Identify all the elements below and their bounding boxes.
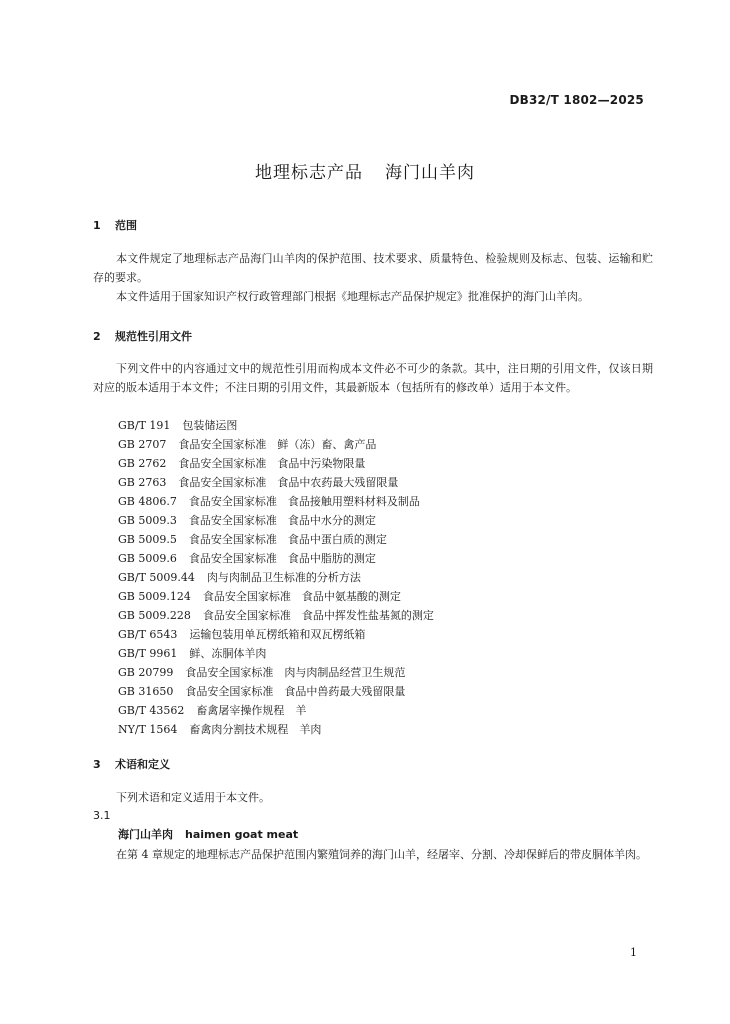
reference-item: GB 31650 食品安全国家标准 食品中兽药最大残留限量	[118, 685, 406, 698]
reference-item: GB/T 5009.44 肉与肉制品卫生标准的分析方法	[118, 571, 361, 584]
section-2-heading	[93, 328, 192, 344]
standard-number: DB32/T 1802—2025	[509, 93, 644, 107]
reference-item: GB 5009.3 食品安全国家标准 食品中水分的测定	[118, 514, 376, 527]
reference-item: GB 4806.7 食品安全国家标准 食品接触用塑料材料及制品	[118, 495, 420, 508]
reference-item: GB 2763 食品安全国家标准 食品中农药最大残留限量	[118, 476, 399, 489]
reference-item: GB 5009.5 食品安全国家标准 食品中蛋白质的测定	[118, 533, 387, 546]
scope-paragraph-1: 本文件规定了地理标志产品海门山羊肉的保护范围、技术要求、质量特色、检验规则及标志、包装、运输和贮存的要求。	[93, 252, 653, 284]
term-chinese: 海门山羊肉	[118, 828, 173, 841]
section-number: 3	[93, 758, 101, 771]
reference-item: GB 20799 食品安全国家标准 肉与肉制品经营卫生规范	[118, 666, 406, 679]
section-title: 范围	[115, 219, 137, 232]
term-entry	[118, 826, 298, 842]
section-3-heading	[93, 756, 170, 772]
reference-item: GB 5009.228 食品安全国家标准 食品中挥发性盐基氮的测定	[118, 609, 434, 622]
title-part-1: 地理标志产品	[255, 163, 363, 183]
term-english: haimen goat meat	[185, 828, 299, 841]
term-definition: 在第 4 章规定的地理标志产品保护范围内繁殖饲养的海门山羊，经屠宰、分割、冷却保鲜后的带皮胴体羊肉。	[116, 848, 647, 861]
section-number: 1	[93, 219, 101, 232]
scope-paragraph-2: 本文件适用于国家知识产权行政管理部门根据《地理标志产品保护规定》批准保护的海门山羊肉。	[116, 290, 589, 303]
document-title	[0, 158, 730, 183]
reference-list	[118, 416, 434, 739]
reference-item: GB/T 6543 运输包装用单瓦楞纸箱和双瓦楞纸箱	[118, 628, 366, 641]
reference-item: GB 2707 食品安全国家标准 鲜（冻）畜、禽产品	[118, 438, 377, 451]
page-number: 1	[630, 946, 637, 959]
reference-item: GB/T 43562 畜禽屠宰操作规程 羊	[118, 704, 307, 717]
reference-item: NY/T 1564 畜禽肉分割技术规程 羊肉	[118, 723, 322, 736]
section-1-heading	[93, 217, 137, 233]
reference-item: GB 5009.6 食品安全国家标准 食品中脂肪的测定	[118, 552, 376, 565]
title-part-2: 海门山羊肉	[385, 163, 475, 183]
reference-item: GB 2762 食品安全国家标准 食品中污染物限量	[118, 457, 366, 470]
reference-item: GB/T 9961 鲜、冻胴体羊肉	[118, 647, 267, 660]
section-number: 2	[93, 330, 101, 343]
reference-item: GB/T 191 包装储运图	[118, 419, 238, 432]
clause-number: 3.1	[93, 809, 111, 822]
reference-item: GB 5009.124 食品安全国家标准 食品中氨基酸的测定	[118, 590, 401, 603]
normative-references-intro: 下列文件中的内容通过文中的规范性引用而构成本文件必不可少的条款。其中，注日期的引用文件，仅该日期对应的版本适用于本文件；不注日期的引用文件，其最新版本（包括所有的修改单）适用于本文件。	[93, 362, 653, 394]
section-title: 规范性引用文件	[115, 330, 192, 343]
terms-intro: 下列术语和定义适用于本文件。	[116, 791, 270, 804]
section-title: 术语和定义	[115, 758, 170, 771]
